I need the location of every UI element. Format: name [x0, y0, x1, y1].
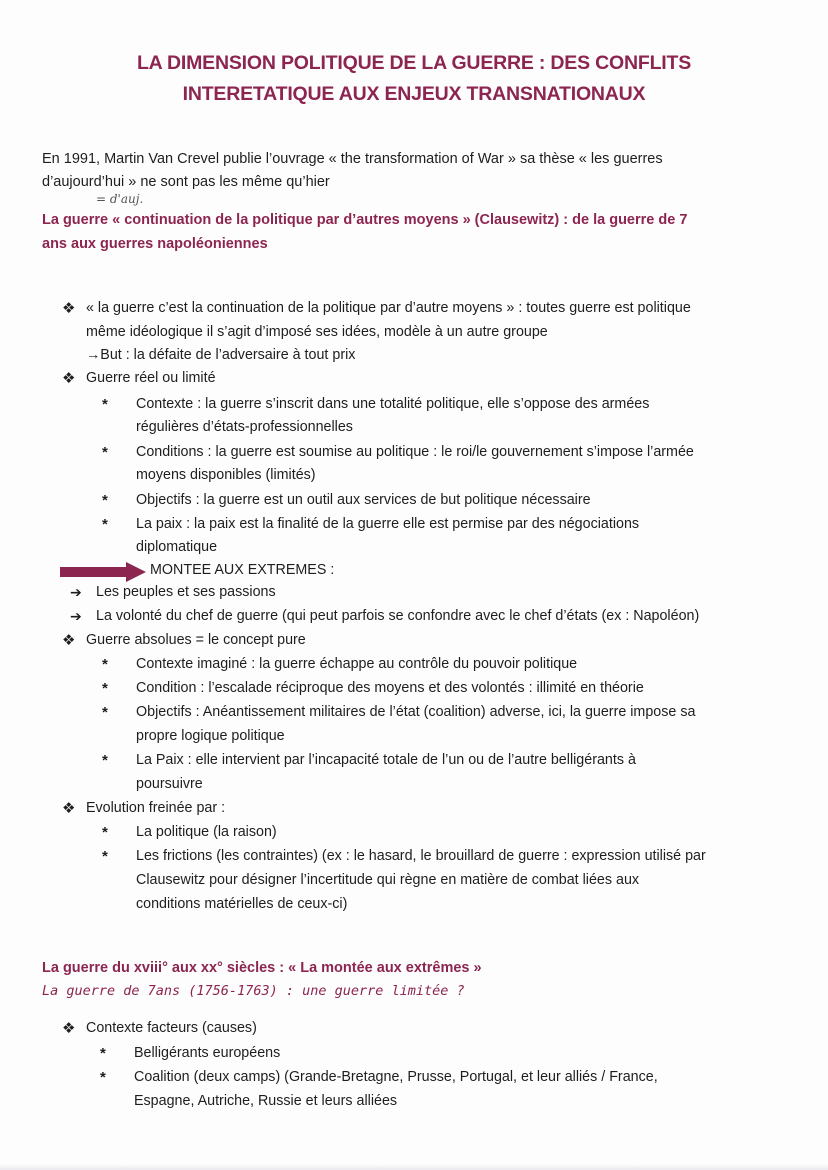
- list-item: « la guerre c’est la continuation de la politique par d’autre moyens » : toutes guerre est politique: [86, 300, 691, 316]
- big-arrow-icon: [60, 562, 146, 582]
- page-title: [60, 48, 768, 110]
- star-bullet-icon: *: [102, 516, 108, 533]
- section1-heading-line-1: La guerre « continuation de la politique par d’autres moyens » (Clausewitz) : de la guerre de 7: [42, 212, 688, 228]
- star-bullet-icon: *: [102, 444, 108, 461]
- sub-list-item: Les frictions (les contraintes) (ex : le hasard, le brouillard de guerre : expression utilisé par: [136, 848, 706, 864]
- sub-list-item: La politique (la raison): [136, 824, 277, 840]
- star-bullet-icon: *: [100, 1069, 106, 1086]
- sub-list-item-continuation: moyens disponibles (limités): [136, 467, 316, 483]
- list-item: Guerre réel ou limité: [86, 370, 216, 386]
- handwritten-note: = d'auj.: [96, 192, 144, 206]
- star-bullet-icon: *: [102, 848, 108, 865]
- sub-list-item: Coalition (deux camps) (Grande-Bretagne, Prusse, Portugal, et leur alliés / France,: [134, 1069, 658, 1085]
- list-item: Evolution freinée par :: [86, 800, 226, 816]
- sub-list-item: Condition : l’escalade réciproque des moyens et des volontés : illimité en théorie: [136, 680, 644, 696]
- star-bullet-icon: *: [102, 492, 108, 509]
- sub-list-item-continuation: propre logique politique: [136, 728, 285, 744]
- section1-heading-line-2: ans aux guerres napoléoniennes: [42, 236, 268, 252]
- arrow-bullet-icon: ➔: [70, 584, 82, 600]
- sub-list-item-continuation: poursuivre: [136, 776, 203, 792]
- star-bullet-icon: *: [102, 752, 108, 769]
- list-item-goal: →But : la défaite de l’adversaire à tout prix: [86, 347, 356, 363]
- title-line-1: LA DIMENSION POLITIQUE DE LA GUERRE : DES CONFLITS: [136, 52, 692, 74]
- section2-heading: La guerre du xviii° aux xx° siècles : « La montée aux extrêmes »: [42, 960, 482, 976]
- intro-paragraph: [42, 148, 782, 194]
- sub-list-item: La paix : la paix est la finalité de la guerre elle est permise par des négociations: [136, 516, 640, 532]
- intro-line-1: En 1991, Martin Van Crevel publie l’ouvrage « the transformation of War » sa thèse « les guerres: [42, 151, 663, 167]
- diamond-bullet-icon: ❖: [62, 632, 76, 649]
- arrow-bullet-icon: ➔: [70, 608, 82, 624]
- section-heading: [42, 208, 787, 256]
- arrow-list-item: La volonté du chef de guerre (qui peut parfois se confondre avec le chef d’états (ex : Napoléon): [96, 608, 700, 624]
- star-bullet-icon: *: [102, 396, 108, 413]
- diamond-bullet-icon: ❖: [62, 1020, 76, 1037]
- star-bullet-icon: *: [102, 656, 108, 673]
- title-line-2: INTERETATIQUE AUX ENJEUX TRANSNATIONAUX: [182, 83, 646, 105]
- diamond-bullet-icon: ❖: [62, 370, 76, 387]
- sub-list-item-continuation: Espagne, Autriche, Russie et leurs alliées: [134, 1093, 398, 1109]
- page-bottom-edge: [0, 1164, 828, 1170]
- list-item-continuation: même idéologique il s’agit d’imposé ses idées, modèle à un autre groupe: [86, 324, 548, 340]
- star-bullet-icon: *: [102, 824, 108, 841]
- sub-list-item: Conditions : la guerre est soumise au politique : le roi/le gouvernement s’impose l’armée: [136, 444, 694, 460]
- list-item: Guerre absolues = le concept pure: [86, 632, 306, 648]
- sub-list-item: Contexte imaginé : la guerre échappe au contrôle du pouvoir politique: [136, 656, 578, 672]
- sub-list-item: Belligérants européens: [134, 1045, 281, 1061]
- sub-list-item-continuation: conditions matérielles de ceux-ci): [136, 896, 348, 912]
- arrow-list-item: Les peuples et ses passions: [96, 584, 276, 600]
- sub-list-item: Objectifs : la guerre est un outil aux services de but politique nécessaire: [136, 492, 591, 508]
- star-bullet-icon: *: [100, 1045, 106, 1062]
- sub-list-item-continuation: diplomatique: [136, 539, 218, 555]
- sub-list-item-continuation: régulières d’états-professionnelles: [136, 419, 353, 435]
- section2-subheading: La guerre de 7ans (1756-1763) : une guerre limitée ?: [42, 983, 465, 999]
- sub-list-item-continuation: Clausewitz pour désigner l’incertitude qui règne en matière de combat liées aux: [136, 872, 640, 888]
- star-bullet-icon: *: [102, 704, 108, 721]
- list-item: Contexte facteurs (causes): [86, 1020, 257, 1036]
- sub-list-item: Contexte : la guerre s’inscrit dans une totalité politique, elle s’oppose des armées: [136, 396, 650, 412]
- diamond-bullet-icon: ❖: [62, 300, 76, 317]
- sub-list-item: Objectifs : Anéantissement militaires de l’état (coalition) adverse, ici, la guerre impose sa: [136, 704, 696, 720]
- intro-line-2: d’aujourd’hui » ne sont pas les même qu’hier: [42, 174, 330, 190]
- sub-list-item: La Paix : elle intervient par l’incapacité totale de l’un ou de l’autre belligérants à: [136, 752, 636, 768]
- diamond-bullet-icon: ❖: [62, 800, 76, 817]
- montee-aux-extremes-label: MONTEE AUX EXTREMES :: [150, 562, 335, 578]
- star-bullet-icon: *: [102, 680, 108, 697]
